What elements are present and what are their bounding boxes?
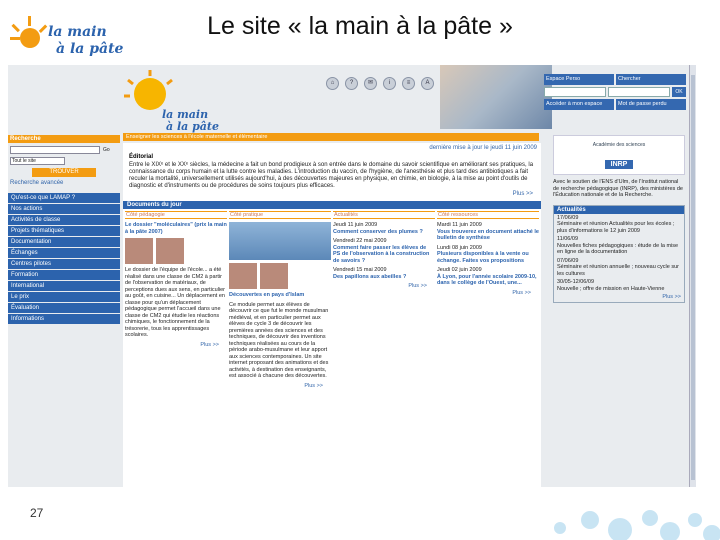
trouver-button[interactable]: TROUVER bbox=[32, 168, 96, 177]
search-header: Recherche bbox=[8, 135, 120, 143]
main-content bbox=[123, 143, 541, 487]
partner-logos bbox=[553, 135, 685, 175]
help-icon[interactable]: ? bbox=[345, 77, 358, 90]
menu-item[interactable]: Échanges bbox=[8, 248, 120, 258]
menu-item[interactable]: Qu'est-ce que LAMAP ? bbox=[8, 193, 120, 203]
doc-title-link[interactable]: Découvertes en pays d'Islam bbox=[229, 292, 305, 298]
item-date: Jeudi 02 juin 2009 bbox=[437, 267, 482, 273]
top-nav-icons bbox=[326, 77, 453, 90]
doc-column-ressources bbox=[437, 211, 539, 389]
doc-thumbnails bbox=[229, 263, 331, 289]
documents-columns bbox=[123, 209, 541, 391]
doc-body: Le dossier de l'équipe de l'école... a été réalisé dans une classe de CM2 à partir de l'observation de matériaux, de perceptions dues aux sens, en particulier au goût, en cuisine... Un déplacement en classe pour qu'un déplacement pédagogique permet l'accueil dans une classe de CM2 qui étudie les réactions chimiques, le fonctionnement de la trésorerie, tous les apprentissages scolaires. bbox=[125, 267, 225, 338]
svg-text:à la pâte: à la pâte bbox=[56, 41, 124, 57]
mot-de-passe-link[interactable]: Mot de passe perdu bbox=[616, 99, 686, 110]
info-icon[interactable]: i bbox=[383, 77, 396, 90]
news-date: 17/06/09 bbox=[557, 214, 579, 221]
login-input[interactable] bbox=[544, 87, 606, 97]
quick-access-panel bbox=[544, 74, 686, 112]
news-date: 11/06/09 bbox=[557, 236, 579, 242]
news-link[interactable]: Séminaire et réunion annuelle ; nouveau cycle sur les cultures bbox=[557, 264, 679, 277]
column-header: Côté pratique bbox=[229, 211, 331, 219]
mail-icon[interactable]: ✉ bbox=[364, 77, 377, 90]
go-link[interactable]: Go bbox=[103, 146, 110, 153]
doc-more-link[interactable]: Plus >> bbox=[304, 382, 323, 389]
item-date: Lundi 08 juin 2009 bbox=[437, 244, 482, 251]
chercher-label: Chercher bbox=[616, 74, 686, 85]
search-scope-select[interactable]: Tout le site bbox=[10, 157, 65, 165]
column-header: Côté pédagogie bbox=[125, 211, 227, 219]
menu-item[interactable]: Évaluation bbox=[8, 303, 120, 313]
svg-text:la main: la main bbox=[162, 108, 209, 121]
left-sidebar bbox=[8, 135, 120, 325]
header-photo bbox=[440, 65, 552, 129]
menu-item[interactable]: International bbox=[8, 281, 120, 291]
page-number: 27 bbox=[30, 506, 44, 520]
thumbnail-image[interactable] bbox=[260, 263, 288, 289]
item-link[interactable]: Des papillons aux abeilles ? bbox=[333, 273, 407, 280]
item-link[interactable]: Comment conserver des plumes ? bbox=[333, 228, 423, 235]
item-date: Mardi 11 juin 2009 bbox=[437, 222, 482, 228]
doc-column-pratique bbox=[229, 211, 331, 389]
last-update: dernière mise à jour le jeudi 11 juin 2009 bbox=[429, 145, 537, 151]
menu-item[interactable]: Informations bbox=[8, 314, 120, 324]
vertical-scrollbar[interactable] bbox=[689, 65, 696, 487]
home-icon[interactable]: ⌂ bbox=[326, 77, 339, 90]
svg-text:à la pâte: à la pâte bbox=[166, 120, 219, 133]
academie-logo[interactable]: Académie des sciences bbox=[592, 141, 646, 148]
doc-body: Ce module permet aux élèves de découvrir ce que fut le monde musulman médiéval, et en particulier permet aux élèves de cycle 3 de découvrir les premières années des sciences et des techniques, de découvrir des inventions techniques réalisées au cours de la période arabo-musulmane et leur apport aux sciences contemporaines. Un site internet proposant des animations et des activités, à destination des enseignants, est associé à chacune des découvertes. bbox=[229, 301, 329, 379]
item-link[interactable]: Comment faire passer les élèves de PS de l'observation à la construction de savoirs ? bbox=[333, 244, 430, 264]
menu-item[interactable]: Activités de classe bbox=[8, 215, 120, 225]
thumbnail-image[interactable] bbox=[156, 238, 184, 264]
item-date: Jeudi 11 juin 2009 bbox=[333, 222, 378, 228]
column-more-link[interactable]: Plus >> bbox=[512, 289, 531, 296]
menu-item[interactable]: Formation bbox=[8, 270, 120, 280]
menu-item[interactable]: Le prix bbox=[8, 292, 120, 302]
actualites-box bbox=[553, 205, 685, 303]
svg-text:la main: la main bbox=[48, 24, 107, 40]
documents-header: Documents du jour bbox=[123, 201, 541, 209]
thumbnail-image[interactable] bbox=[125, 238, 153, 264]
news-link[interactable]: Séminaire et réunion Actualités pour les écoles ; plus d'informations le 12 juin 2009 bbox=[557, 221, 675, 234]
column-header: Actualités bbox=[333, 211, 435, 219]
site-tagline: Enseigner les sciences à l'école maternelle et élémentaire bbox=[123, 133, 539, 141]
column-more-link[interactable]: Plus >> bbox=[408, 283, 427, 289]
menu-item[interactable]: Documentation bbox=[8, 237, 120, 247]
site-logo[interactable] bbox=[120, 68, 219, 134]
map-image[interactable] bbox=[229, 222, 331, 260]
search-input[interactable] bbox=[10, 146, 100, 154]
right-sidebar bbox=[553, 135, 685, 303]
doc-thumbnails bbox=[125, 238, 227, 264]
item-link[interactable]: À Lyon, pour l'année scolaire 2009-10, dans le collège de l'Ouest, une... bbox=[437, 273, 537, 286]
ok-button[interactable]: OK bbox=[672, 87, 686, 97]
doc-more-link[interactable]: Plus >> bbox=[200, 341, 219, 348]
main-menu bbox=[8, 193, 120, 324]
item-link[interactable]: Plusieurs disponibles à la vente ou échange. Faites vos propositions bbox=[437, 251, 529, 264]
quick-search-input[interactable] bbox=[608, 87, 670, 97]
thumbnail-image[interactable] bbox=[229, 263, 257, 289]
partners-text: Avec le soutien de l'ENS d'Ulm, de l'Institut national de recherche pédagogique (INRP), des ministères de l'Éducation nationale et de la Recherche. bbox=[553, 179, 683, 198]
az-icon[interactable]: A bbox=[421, 77, 434, 90]
menu-item[interactable]: Nos actions bbox=[8, 204, 120, 214]
menu-item[interactable]: Projets thématiques bbox=[8, 226, 120, 236]
news-date: 07/06/09 bbox=[557, 257, 579, 264]
item-date: Vendredi 15 mai 2009 bbox=[333, 267, 387, 273]
actualites-header: Actualités bbox=[554, 206, 684, 214]
actualites-more-link[interactable]: Plus >> bbox=[662, 294, 681, 300]
editorial-title: Éditorial bbox=[129, 154, 154, 160]
news-link[interactable]: Nouvelles fiches pédagogiques : étude de la mise en ligne de la documentation bbox=[557, 242, 679, 255]
news-date: 30/05-12/06/09 bbox=[557, 279, 595, 285]
slide-title: Le site « la main à la pâte » bbox=[207, 12, 513, 40]
advanced-search-link[interactable]: Recherche avancée bbox=[10, 180, 64, 186]
item-date: Vendredi 22 mai 2009 bbox=[333, 238, 387, 244]
menu-item[interactable]: Centres pilotes bbox=[8, 259, 120, 269]
doc-title-link[interactable]: Le dossier "moléculaires" (prix la main à la pâte 2007) bbox=[125, 222, 227, 235]
item-link[interactable]: Vous trouverez en document attaché le bulletin de synthèse bbox=[437, 228, 539, 241]
acceder-link[interactable]: Accéder à mon espace bbox=[544, 99, 614, 110]
editorial-body: Entre le XIXᵉ et le XXᵉ siècles, la médecine a fait un bond prodigieux à son entrée dans le domaine du savoir scientifique en améliorant ses pratiques, la connaissance du corps humain et la lutte contre les maladies. L'introduction du vaccin, de l'hygiène, de l'anesthésie et plus tard des antibiotiques a fait reculer la mortalité, universellement utilisés aujourd'hui, à des découvertes majeures en physique, en chimie, en biologie, à la mise au point d'outils de diagnostic et d'instruments ou de procédures de soins toujours plus efficaces. bbox=[129, 162, 534, 189]
editorial-more-link[interactable]: Plus >> bbox=[512, 191, 533, 197]
sitemap-icon[interactable]: ≡ bbox=[402, 77, 415, 90]
inrp-logo[interactable]: INRP bbox=[605, 160, 634, 169]
news-link[interactable]: Nouvelle ; offre de mission en Haute-Vienne bbox=[557, 285, 665, 292]
doc-column-actualites bbox=[333, 211, 435, 389]
column-header: Côté ressources bbox=[437, 211, 539, 219]
decorative-bubbles bbox=[520, 490, 720, 540]
doc-column-pedagogie bbox=[125, 211, 227, 389]
website-screenshot bbox=[8, 65, 696, 487]
espace-perso-label: Espace Perso bbox=[544, 74, 614, 85]
